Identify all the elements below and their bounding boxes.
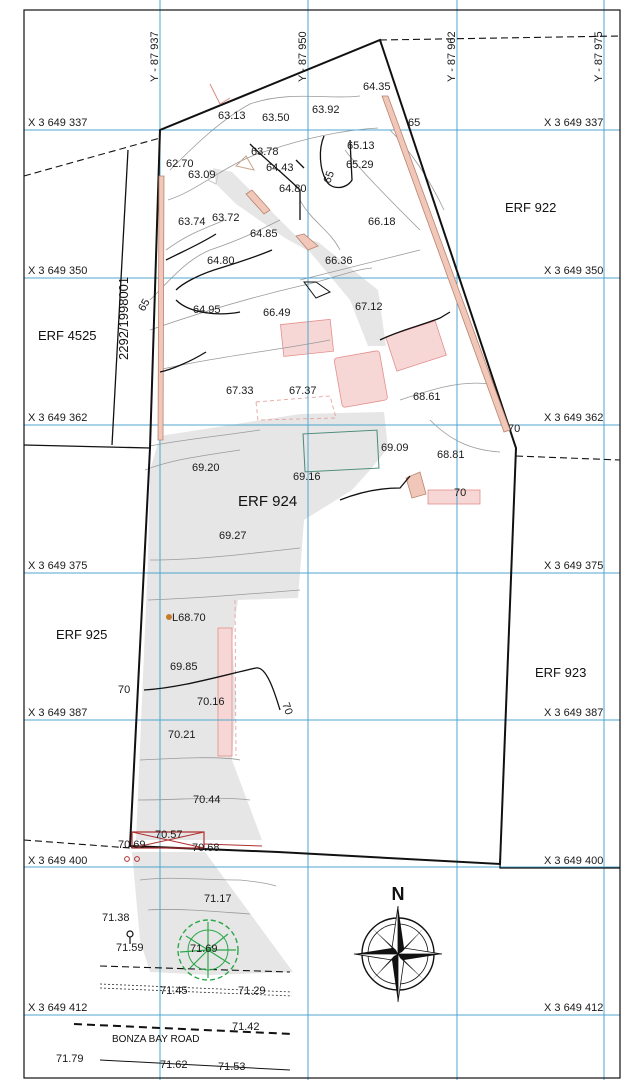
contour-70-d: 70 bbox=[279, 700, 295, 717]
level: 64.95 bbox=[193, 304, 221, 316]
level: 70.68 bbox=[192, 842, 220, 854]
erf-923-label: ERF 923 bbox=[535, 665, 587, 680]
level: 65.29 bbox=[346, 159, 374, 171]
x-label-left-412: X 3 649 412 bbox=[28, 1002, 88, 1014]
level: L68.70 bbox=[172, 612, 206, 624]
level: 71.59 bbox=[116, 942, 144, 954]
erf-922-label: ERF 922 bbox=[505, 200, 557, 215]
y-label-87950: Y - 87 950 bbox=[297, 31, 309, 82]
x-label-right-387: X 3 649 387 bbox=[544, 707, 604, 719]
level: 70.44 bbox=[193, 794, 221, 806]
level: 69.85 bbox=[170, 661, 198, 673]
level: 69.16 bbox=[293, 471, 321, 483]
level: 64.80 bbox=[279, 183, 307, 195]
level: 63.72 bbox=[212, 212, 240, 224]
level: 71.53 bbox=[218, 1061, 246, 1073]
x-label-left-362: X 3 649 362 bbox=[28, 412, 88, 424]
y-coordinate-labels bbox=[149, 31, 605, 82]
level: 68.81 bbox=[437, 449, 465, 461]
x-label-right-362: X 3 649 362 bbox=[544, 412, 604, 424]
contour-65-b: 65 bbox=[321, 169, 338, 186]
level: 71.17 bbox=[204, 893, 232, 905]
level: 63.74 bbox=[178, 216, 206, 228]
level: 71.79 bbox=[56, 1053, 84, 1065]
erf-4525-label: ERF 4525 bbox=[38, 328, 97, 343]
level: 63.50 bbox=[262, 112, 290, 124]
level: 66.36 bbox=[325, 255, 353, 267]
y-label-87962: Y - 87 962 bbox=[446, 31, 458, 82]
x-label-left-400: X 3 649 400 bbox=[28, 855, 88, 867]
erf-924-label: ERF 924 bbox=[238, 493, 298, 510]
level: 69.20 bbox=[192, 462, 220, 474]
y-label-87937: Y - 87 937 bbox=[149, 31, 161, 82]
x-label-left-337: X 3 649 337 bbox=[28, 117, 88, 129]
level: 66.49 bbox=[263, 307, 291, 319]
level: 67.12 bbox=[355, 301, 383, 313]
contour-65-c: 65 bbox=[136, 296, 153, 314]
x-label-left-350: X 3 649 350 bbox=[28, 265, 88, 277]
contour-70-a: 70 bbox=[508, 423, 521, 435]
level: 68.61 bbox=[413, 391, 441, 403]
level: 63.13 bbox=[218, 110, 246, 122]
x-label-left-387: X 3 649 387 bbox=[28, 707, 88, 719]
x-label-right-400: X 3 649 400 bbox=[544, 855, 604, 867]
level: 64.85 bbox=[250, 228, 278, 240]
contour-70-c: 70 bbox=[118, 684, 131, 696]
x-label-left-375: X 3 649 375 bbox=[28, 560, 88, 572]
road-name: BONZA BAY ROAD bbox=[112, 1034, 200, 1045]
level: 71.38 bbox=[102, 912, 130, 924]
level: 67.33 bbox=[226, 385, 254, 397]
level: 63.09 bbox=[188, 169, 216, 181]
level: 66.18 bbox=[368, 216, 396, 228]
contour-65-a: 65 bbox=[408, 117, 421, 129]
level: 63.92 bbox=[312, 104, 340, 116]
level: 62.70 bbox=[166, 158, 194, 170]
x-label-right-337: X 3 649 337 bbox=[544, 117, 604, 129]
level: 69.27 bbox=[219, 530, 247, 542]
x-label-right-412: X 3 649 412 bbox=[544, 1002, 604, 1014]
level: 71.45 bbox=[160, 985, 188, 997]
level: 71.42 bbox=[232, 1021, 260, 1033]
level: 63.78 bbox=[251, 146, 279, 158]
erf-925-label: ERF 925 bbox=[56, 627, 108, 642]
contour-70-b: 70 bbox=[454, 487, 467, 499]
road-edges bbox=[74, 966, 292, 1070]
level: 65.13 bbox=[347, 140, 375, 152]
level: 67.37 bbox=[289, 385, 317, 397]
x-label-right-375: X 3 649 375 bbox=[544, 560, 604, 572]
level: 64.80 bbox=[207, 255, 235, 267]
level: 70.21 bbox=[168, 729, 196, 741]
y-label-87975: Y - 87 975 bbox=[593, 31, 605, 82]
level: 71.29 bbox=[238, 985, 266, 997]
north-label: N bbox=[391, 884, 405, 904]
x-label-right-350: X 3 649 350 bbox=[544, 265, 604, 277]
level: 64.35 bbox=[363, 81, 391, 93]
level: 64.43 bbox=[266, 162, 294, 174]
level: 70.69 bbox=[118, 839, 146, 851]
paved-areas bbox=[132, 168, 388, 975]
level: 70.57 bbox=[155, 829, 183, 841]
level: 71.62 bbox=[160, 1059, 188, 1071]
level: 71.69 bbox=[190, 943, 218, 955]
level: 69.09 bbox=[381, 442, 409, 454]
north-arrow-icon bbox=[354, 906, 442, 1002]
diagram-reference: 2292/1998001 bbox=[116, 276, 131, 360]
level: 70.16 bbox=[197, 696, 225, 708]
